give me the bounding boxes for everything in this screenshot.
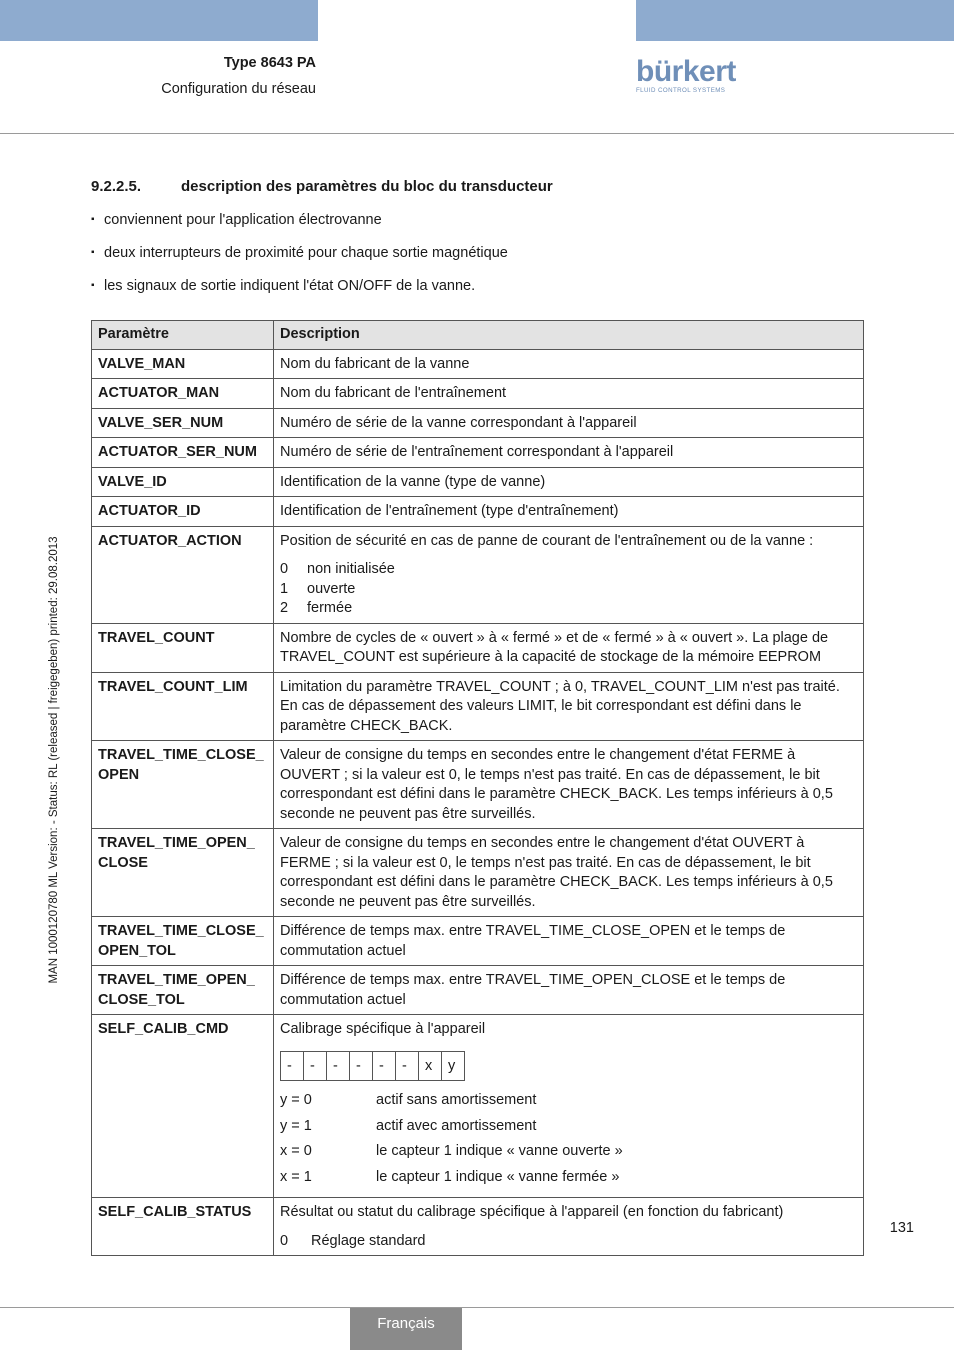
param-name: TRAVEL_TIME_CLOSE_ OPEN (92, 741, 274, 829)
bullet-icon: ▪ (91, 280, 95, 291)
param-description-text: Position de sécurité en cas de panne de courant de l'entraînement ou de la vanne : (280, 532, 814, 549)
param-name: VALVE_MAN (92, 349, 274, 379)
burkert-logo (636, 55, 736, 94)
bit-cell: - (304, 1051, 327, 1081)
bit-cell: - (350, 1051, 373, 1081)
document-side-info: MAN 1000120780 ML Version: - Status: RL (released | freigegeben) printed: 29.08.2013 (48, 536, 60, 984)
header-divider (0, 133, 954, 134)
column-header-description: Description (274, 321, 864, 350)
param-description: Limitation du paramètre TRAVEL_COUNT ; à 0, TRAVEL_COUNT_LIM n'est pas traité. En cas de dépassement des valeurs LIMIT, le bit correspondant est défini dans le paramètre CHECK_BACK. (274, 672, 864, 741)
param-description (274, 1198, 864, 1256)
header-band-right (636, 0, 954, 41)
bit-cell: - (281, 1051, 304, 1081)
table-row (92, 1198, 864, 1256)
bit-cell: - (373, 1051, 396, 1081)
param-description: Nom du fabricant de la vanne (274, 349, 864, 379)
option-list (280, 560, 857, 619)
list-item: ▪ deux interrupteurs de proximité pour chaque sortie magnétique (91, 245, 508, 261)
param-name: TRAVEL_TIME_OPEN_ CLOSE_TOL (92, 966, 274, 1015)
param-description: Numéro de série de la vanne correspondant à l'appareil (274, 408, 864, 438)
document-type: Type 8643 PA (223, 55, 316, 71)
table-header-row (92, 321, 864, 350)
bit-legend (280, 1091, 857, 1193)
table-row (92, 672, 864, 741)
bit-field (280, 1051, 465, 1082)
page-number: 131 (889, 1220, 914, 1236)
param-name: TRAVEL_COUNT (92, 623, 274, 672)
param-name: VALVE_ID (92, 467, 274, 497)
param-description (274, 1015, 864, 1198)
legend-item: x = 0 le capteur 1 indique « vanne ouverte » (280, 1143, 623, 1159)
table-row (92, 526, 864, 623)
legend-item: x = 1 le capteur 1 indique « vanne fermée » (280, 1168, 620, 1185)
bit-cell: y (442, 1051, 465, 1081)
param-description: Différence de temps max. entre TRAVEL_TIME_OPEN_CLOSE et le temps de commutation actuel (274, 966, 864, 1015)
bit-cell: x (419, 1051, 442, 1081)
param-description: Différence de temps max. entre TRAVEL_TIME_CLOSE_OPEN et le temps de commutation actuel (274, 917, 864, 966)
param-description: Numéro de série de l'entraînement correspondant à l'appareil (274, 438, 864, 468)
section-number: 9.2.2.5. (91, 178, 142, 195)
legend-item: y = 0 actif sans amortissement (280, 1092, 537, 1108)
parameter-table (91, 320, 864, 1256)
bullet-icon: ▪ (91, 247, 95, 258)
param-description: Nombre de cycles de « ouvert » à « fermé » et de « fermé » à « ouvert ». La plage de TRAVEL_COUNT est supérieure à la capacité de stockage de la mémoire EEPROM (274, 623, 864, 672)
list-item: ▪ les signaux de sortie indiquent l'état ON/OFF de la vanne. (91, 278, 476, 294)
option-item: 2 fermée (280, 600, 353, 616)
param-description (274, 526, 864, 623)
section-title: description des paramètres du bloc du transducteur (181, 178, 553, 195)
bit-cell: - (327, 1051, 350, 1081)
table-row (92, 467, 864, 497)
param-name: TRAVEL_TIME_CLOSE_ OPEN_TOL (92, 917, 274, 966)
column-header-parameter: Paramètre (92, 321, 274, 350)
param-description-text: Résultat ou statut du calibrage spécifique à l'appareil (en fonction du fabricant) (280, 1204, 784, 1220)
param-name: ACTUATOR_ACTION (92, 526, 274, 623)
logo-wordmark: bürkert (636, 55, 736, 88)
table-row (92, 741, 864, 829)
option-item: 1 ouverte (280, 580, 356, 597)
param-name: ACTUATOR_ID (92, 497, 274, 527)
logo-tagline: FLUID CONTROL SYSTEMS (636, 87, 726, 94)
table-row (92, 623, 864, 672)
param-description: Identification de l'entraînement (type d'entraînement) (274, 497, 864, 527)
param-description-text: Calibrage spécifique à l'appareil (280, 1021, 486, 1037)
param-name: SELF_CALIB_CMD (92, 1015, 274, 1198)
option-item: 0 non initialisée (280, 561, 395, 577)
table-row (92, 408, 864, 438)
table-row (92, 438, 864, 468)
bit-cell: - (396, 1051, 419, 1081)
bullet-list (91, 212, 508, 311)
table-row (92, 966, 864, 1015)
table-row (92, 349, 864, 379)
language-tab: Français (350, 1308, 462, 1350)
bullet-icon: ▪ (91, 214, 95, 225)
param-description: Valeur de consigne du temps en secondes entre le changement d'état FERME à OUVERT ; si la valeur est 0, le temps n'est pas traité. En cas de dépassement, le bit correspondant est défini dans le paramètre CHECK_BACK. Les temps inférieurs à 0,5 seconde ne peuvent pas être surveillés. (274, 741, 864, 829)
table-row (92, 917, 864, 966)
table-row (92, 829, 864, 917)
footer-divider (0, 1307, 954, 1308)
table-row (92, 379, 864, 409)
table-row (92, 1015, 864, 1198)
param-name: VALVE_SER_NUM (92, 408, 274, 438)
legend-item: y = 1 actif avec amortissement (280, 1117, 537, 1134)
option-item: 0 Réglage standard (280, 1232, 426, 1249)
document-subtitle: Configuration du réseau (161, 81, 316, 97)
param-name: TRAVEL_TIME_OPEN_ CLOSE (92, 829, 274, 917)
param-description: Valeur de consigne du temps en secondes entre le changement d'état OUVERT à FERME ; si la valeur est 0, le temps n'est pas traité. En cas de dépassement, le bit correspondant est défini dans le paramètre CHECK_BACK. Les temps inférieurs à 0,5 seconde ne peuvent pas être surveillés. (274, 829, 864, 917)
param-name: SELF_CALIB_STATUS (92, 1198, 274, 1256)
param-description: Identification de la vanne (type de vanne) (274, 467, 864, 497)
param-name: TRAVEL_COUNT_LIM (92, 672, 274, 741)
section-heading (91, 178, 553, 195)
param-name: ACTUATOR_MAN (92, 379, 274, 409)
param-name: ACTUATOR_SER_NUM (92, 438, 274, 468)
header-band-left (0, 0, 318, 41)
param-description: Nom du fabricant de l'entraînement (274, 379, 864, 409)
table-row (92, 497, 864, 527)
list-item: ▪ conviennent pour l'application électrovanne (91, 212, 382, 228)
